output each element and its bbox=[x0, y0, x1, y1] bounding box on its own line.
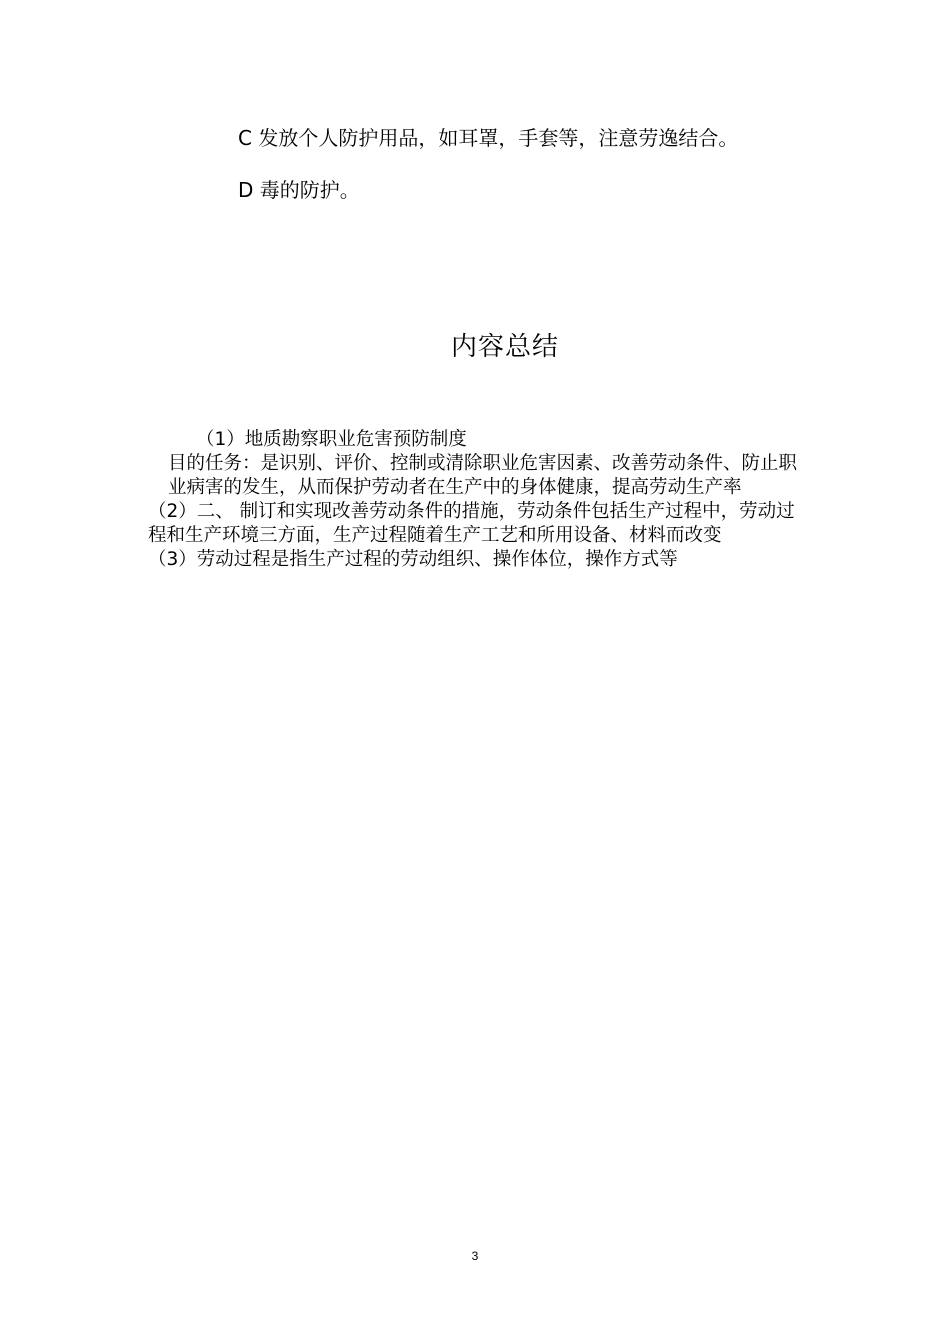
summary-paragraph: （3）劳动过程是指生产过程的劳动组织、操作体位，操作方式等 bbox=[148, 549, 678, 570]
summary-paragraph: （2）二、 制订和实现改善劳动条件的措施，劳动条件包括生产过程中，劳动过程和生产环境三方面，生产过程随着生产工艺和所用设备、材料而改变 bbox=[148, 501, 795, 546]
list-item-d: D 毒的防护。 bbox=[238, 178, 360, 202]
summary-heading: 内容总结 bbox=[450, 332, 559, 362]
list-item-c: C 发放个人防护用品，如耳罩，手套等，注意劳逸结合。 bbox=[238, 126, 739, 150]
summary-body bbox=[148, 428, 808, 572]
summary-paragraph: 目的任务：是识别、评价、控制或清除职业危害因素、改善劳动条件、防止职业病害的发生，从而保护劳动者在生产中的身体健康，提高劳动生产率 bbox=[168, 453, 798, 498]
summary-paragraph: （1）地质勘察职业危害预防制度 bbox=[196, 429, 467, 450]
page-number: 3 bbox=[471, 1249, 479, 1263]
